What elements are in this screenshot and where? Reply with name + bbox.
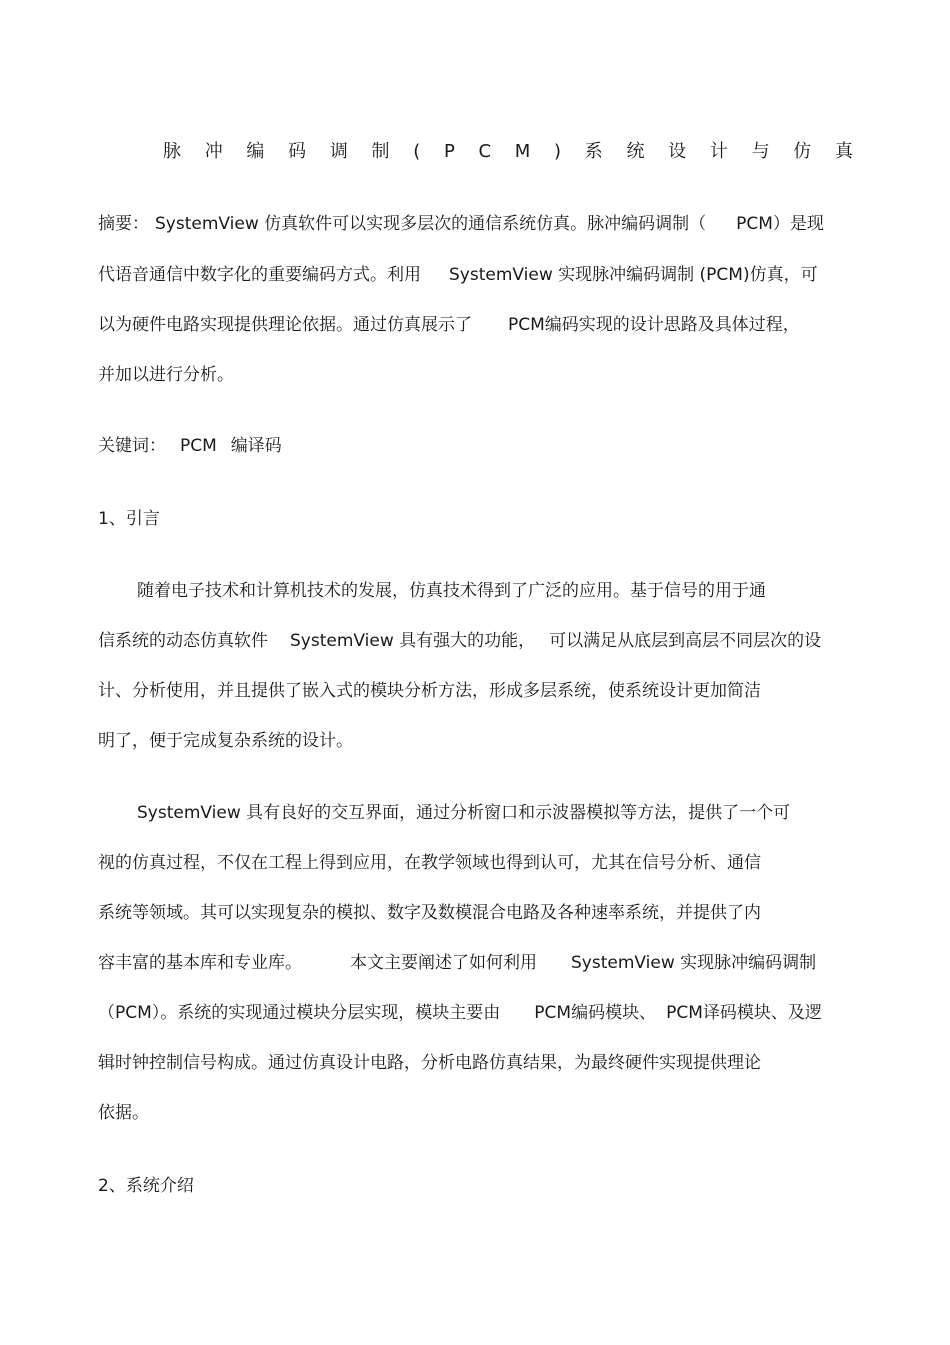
title-char: 计 xyxy=(709,141,728,162)
title-char: 统 xyxy=(626,141,645,162)
title-char: M xyxy=(514,141,531,162)
abstract-line-1: 摘要： SystemView 仿真软件可以实现多层次的通信系统仿真。脉冲编码调制（ PCM）是现 xyxy=(98,214,824,234)
title-char: 编 xyxy=(246,141,265,162)
paragraph-line: 容丰富的基本库和专业库。 本文主要阐述了如何利用 SystemView 实现脉冲编码调制 xyxy=(98,953,817,973)
paragraph-line: 辑时钟控制信号构成。通过仿真设计电路，分析电路仿真结果，为最终硬件实现提供理论 xyxy=(98,1053,761,1073)
title-char: ( xyxy=(413,141,421,162)
paragraph-line: 依据。 xyxy=(98,1103,149,1123)
title-char: 脉 xyxy=(163,141,181,162)
title-char: 系 xyxy=(584,141,603,162)
keyword: PCM xyxy=(180,436,217,456)
abstract-line-4: 并加以进行分析。 xyxy=(98,365,234,385)
section-heading-system-intro: 2、系统介绍 xyxy=(98,1176,194,1196)
title-char: P xyxy=(443,141,455,162)
title-char: C xyxy=(478,141,492,162)
paragraph-line: 系统等领域。其可以实现复杂的模拟、数字及数模混合电路及各种速率系统，并提供了内 xyxy=(98,903,761,923)
paragraph-line: 随着电子技术和计算机技术的发展，仿真技术得到了广泛的应用。基于信号的用于通 xyxy=(137,581,766,601)
abstract-line-2: 代语音通信中数字化的重要编码方式。利用 SystemView 实现脉冲编码调制 (PCM)仿真，可 xyxy=(98,265,818,285)
paragraph-line: （PCM）。系统的实现通过模块分层实现，模块主要由 PCM编码模块、 PCM译码模块、及逻 xyxy=(98,1003,822,1023)
paragraph-line: 计、分析使用，并且提供了嵌入式的模块分析方法，形成多层系统，使系统设计更加简洁 xyxy=(98,681,761,701)
title-char: 码 xyxy=(288,141,307,162)
title-char: 冲 xyxy=(204,141,223,162)
keywords-line xyxy=(98,435,282,457)
title-char: 仿 xyxy=(793,141,812,162)
abstract-line-3: 以为硬件电路实现提供理论依据。通过仿真展示了 PCM编码实现的设计思路及具体过程， xyxy=(98,315,800,335)
keywords-label: 关键词： xyxy=(98,436,166,456)
document-title xyxy=(163,141,853,163)
title-char: 与 xyxy=(751,141,770,162)
title-char: 真 xyxy=(834,141,853,162)
title-char: 设 xyxy=(668,141,687,162)
keyword: 编译码 xyxy=(230,436,282,456)
paragraph-line: SystemView 具有良好的交互界面，通过分析窗口和示波器模拟等方法，提供了一个可 xyxy=(137,803,791,823)
section-heading-introduction: 1、引言 xyxy=(98,509,160,529)
title-char: 调 xyxy=(329,141,348,162)
abstract-label: 摘要： xyxy=(98,214,149,234)
title-char: 制 xyxy=(371,141,390,162)
paragraph-line: 视的仿真过程，不仅在工程上得到应用，在教学领域也得到认可，尤其在信号分析、通信 xyxy=(98,853,761,873)
paragraph-line: 明了，便于完成复杂系统的设计。 xyxy=(98,731,353,751)
title-char: ) xyxy=(554,141,562,162)
paragraph-line: 信系统的动态仿真软件 SystemView 具有强大的功能， 可以满足从底层到高层不同层次的设 xyxy=(98,631,822,651)
